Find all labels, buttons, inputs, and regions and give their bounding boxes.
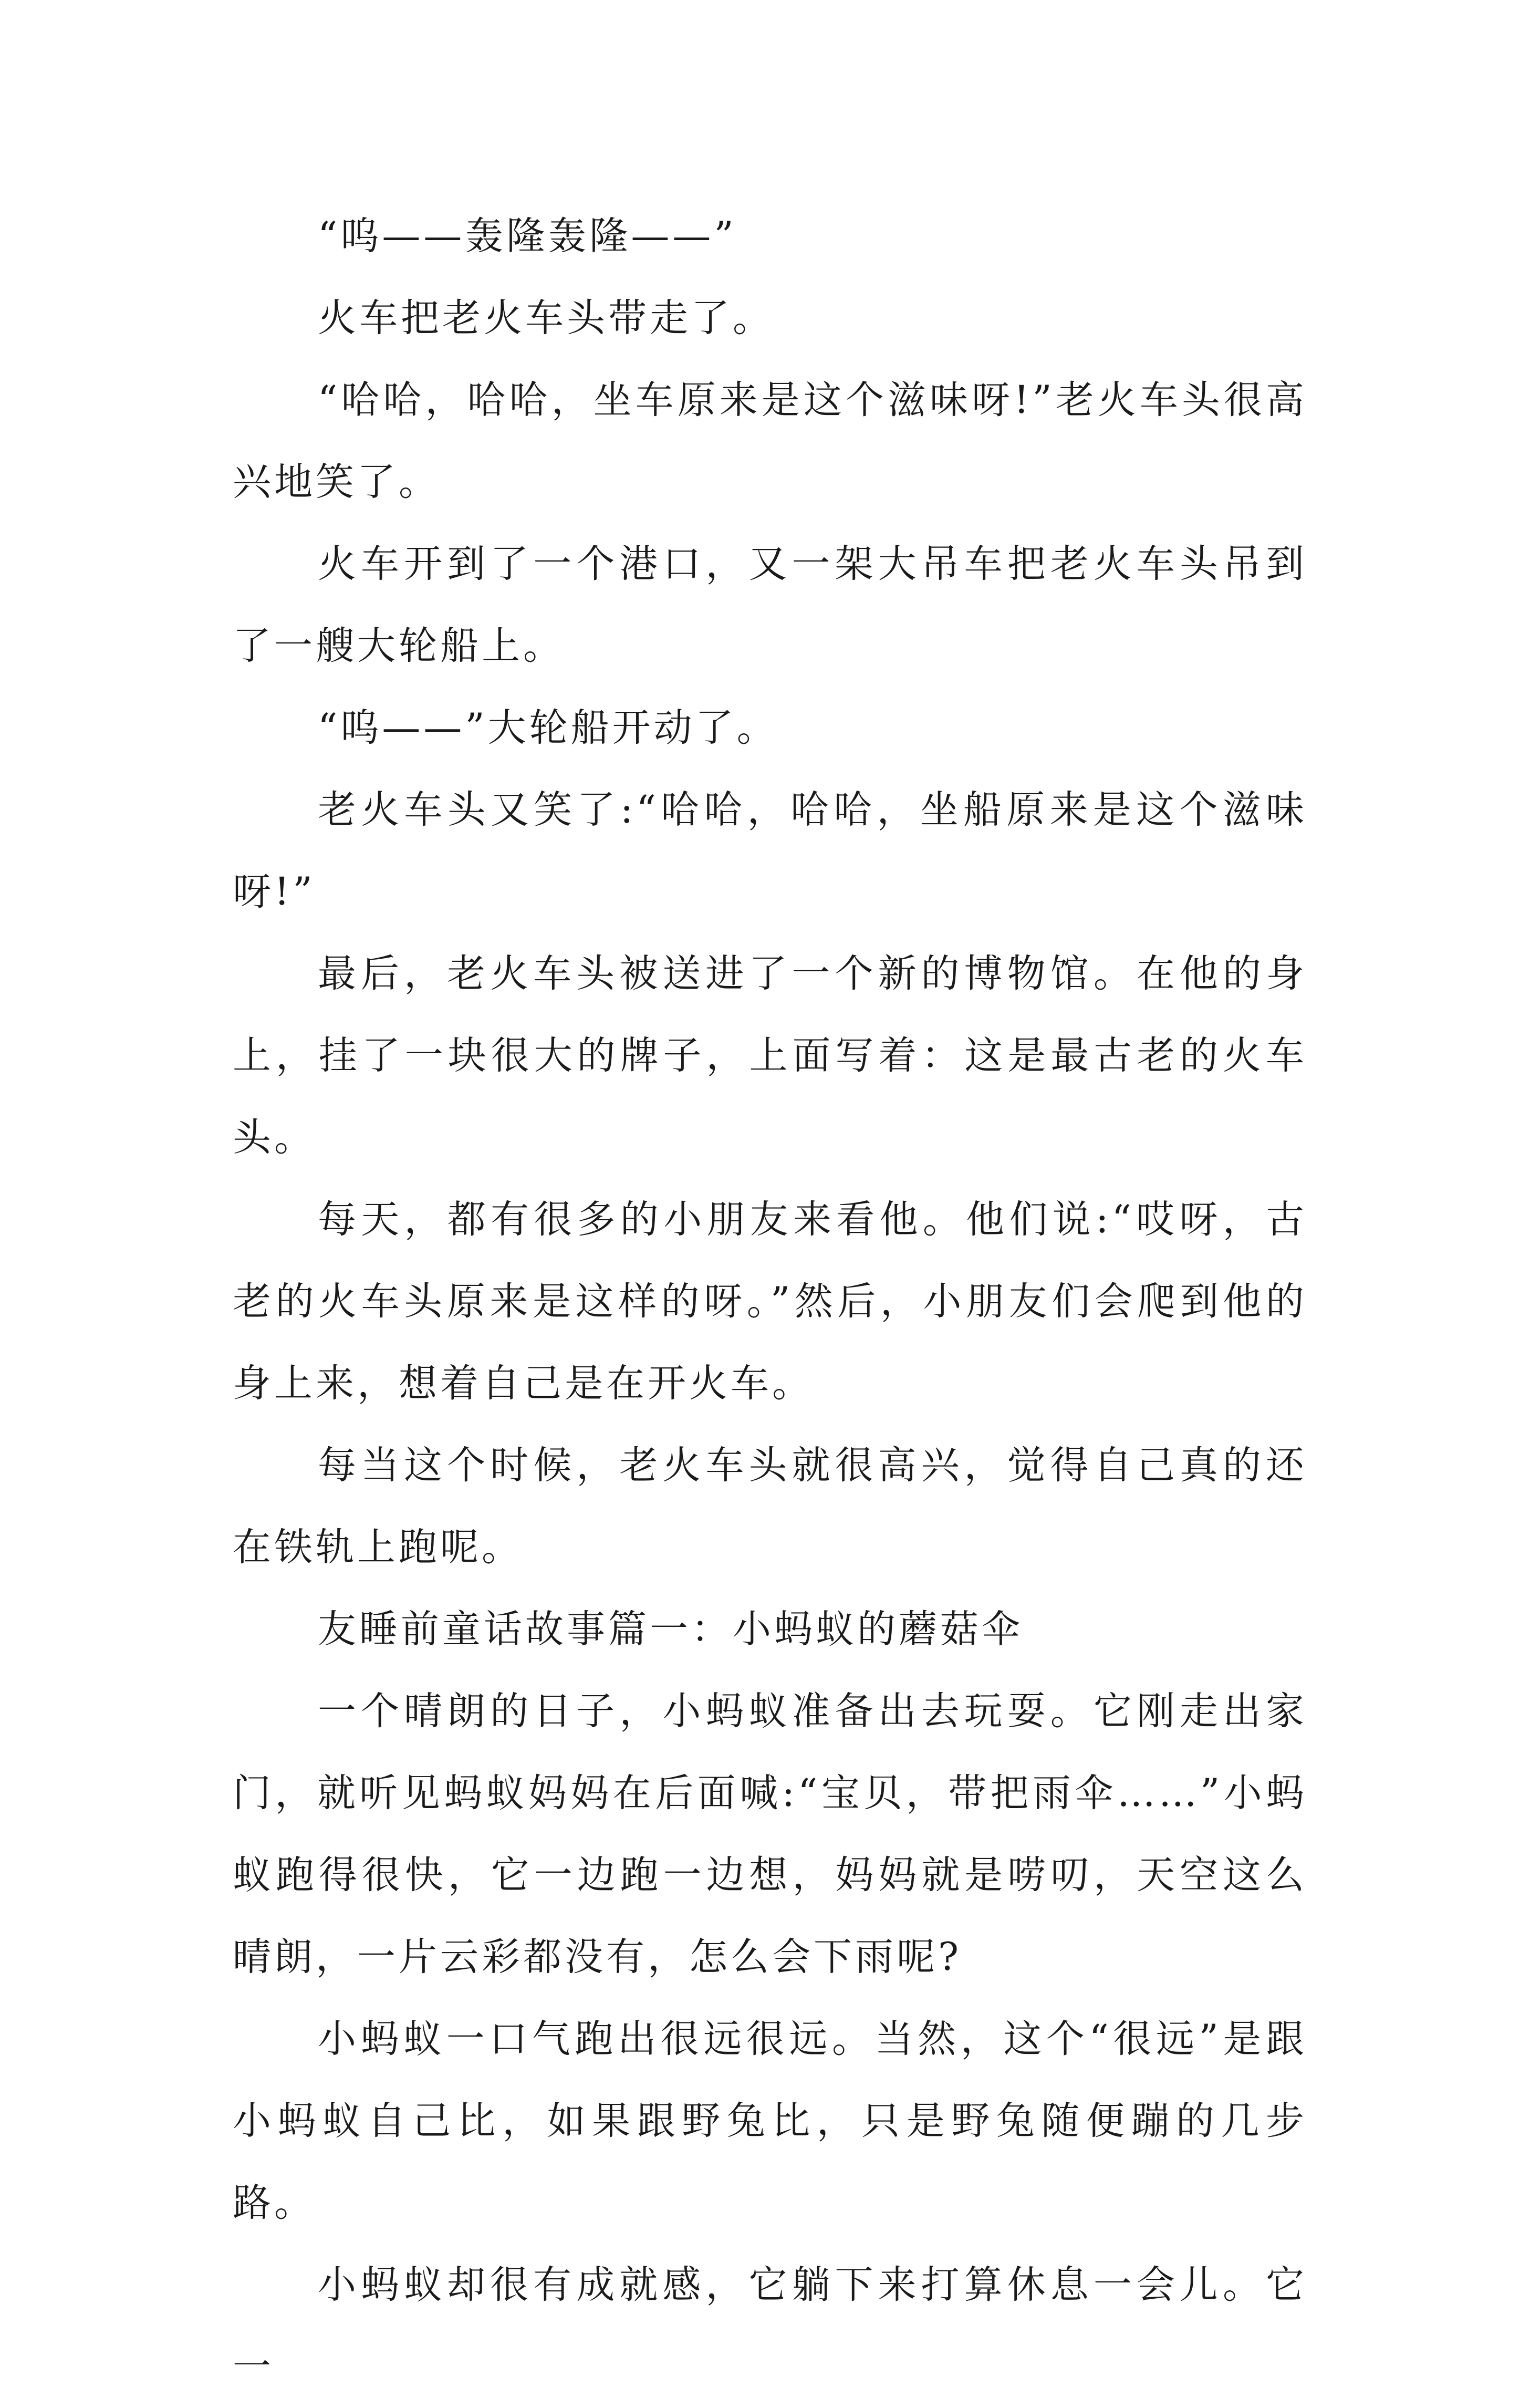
paragraph: “呜——”大轮船开动了。 (318, 705, 778, 750)
story-text (233, 195, 1307, 2408)
paragraph: 火车把老火车头带走了。 (318, 296, 774, 340)
paragraph: 火车开到了一个港口，又一架大吊车把老火车头吊到了一艘大轮船上。 (233, 542, 1307, 668)
paragraph: “呜——轰隆轰隆——” (318, 214, 737, 258)
paragraph: 每当这个时候，老火车头就很高兴，觉得自己真的还在铁轨上跑呢。 (233, 1443, 1307, 1570)
paragraph: 一个晴朗的日子，小蚂蚁准备出去玩耍。它刚走出家门，就听见蚂蚁妈妈在后面喊:“宝贝，带把雨伞……”小蚂蚁跑得很快，它一边跑一边想，妈妈就是唠叨，天空这么晴朗，一片云彩都没有，怎么会下雨呢? (233, 1689, 1307, 1979)
paragraph: “哈哈，哈哈，坐车原来是这个滋味呀!”老火车头很高兴地笑了。 (233, 378, 1307, 504)
paragraph: 每天，都有很多的小朋友来看他。他们说:“哎呀，古老的火车头原来是这样的呀。”然后，小朋友们会爬到他的身上来，想着自己是在开火车。 (233, 1197, 1307, 1406)
paragraph: 小蚂蚁却很有成就感，它躺下来打算休息一会儿。它一 (233, 2262, 1307, 2389)
paragraph: 最后，老火车头被送进了一个新的博物馆。在他的身上，挂了一块很大的牌子，上面写着：这是最古老的火车头。 (233, 951, 1307, 1160)
paragraph: 小蚂蚁一口气跑出很远很远。当然，这个“很远”是跟小蚂蚁自己比，如果跟野兔比，只是野兔随便蹦的几步路。 (233, 2017, 1307, 2225)
paragraph: 老火车头又笑了:“哈哈，哈哈，坐船原来是这个滋味呀!” (233, 787, 1307, 914)
section-heading: 友睡前童话故事篇一：小蚂蚁的蘑菇伞 (318, 1607, 1023, 1652)
